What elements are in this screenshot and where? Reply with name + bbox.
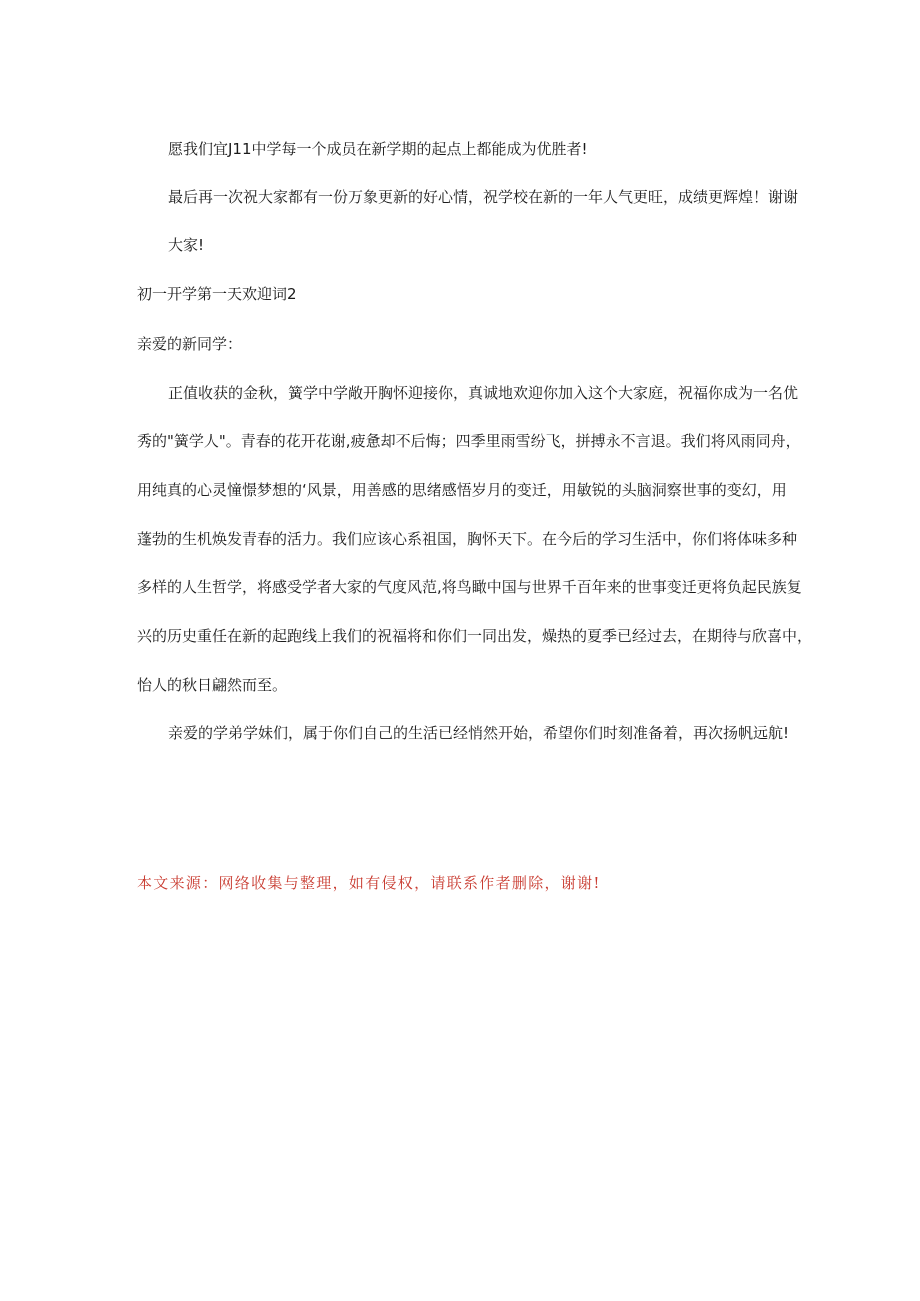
paragraph-line: 多样的人生哲学，将感受学者大家的气度风范,将鸟瞰中国与世界千百年来的世事变迁更将负起民族复 bbox=[137, 578, 802, 596]
paragraph-line: 怡人的秋日翩然而至。 bbox=[137, 676, 288, 694]
source-note: 本文来源：网络收集与整理，如有侵权，请联系作者删除，谢谢! bbox=[137, 874, 601, 892]
paragraph-line: 最后再一次祝大家都有一份万象更新的好心情，祝学校在新的一年人气更旺，成绩更辉煌！谢谢 bbox=[168, 188, 799, 206]
salutation: 亲爱的新同学： bbox=[137, 335, 243, 353]
paragraph-line: 用纯真的心灵憧憬梦想的‘风景，用善感的思绪感悟岁月的变迁，用敏锐的头脑洞察世事的变幻，用 bbox=[137, 481, 787, 499]
paragraph-line: 秀的"簧学人"。青春的花开花谢,疲惫却不后悔；四季里雨雪纷飞，拼搏永不言退。我们将风雨同舟， bbox=[137, 432, 801, 450]
paragraph-line: 亲爱的学弟学妹们，属于你们自己的生活已经悄然开始，希望你们时刻准备着，再次扬帆远航! bbox=[168, 724, 790, 742]
paragraph-line: 大家! bbox=[168, 236, 205, 254]
paragraph-line: 蓬勃的生机焕发青春的活力。我们应该心系祖国，胸怀天下。在今后的学习生活中，你们将体味多种 bbox=[137, 530, 798, 548]
paragraph-line: 正值收获的金秋，簧学中学敞开胸怀迎接你，真诚地欢迎你加入这个大家庭，祝福你成为一名优 bbox=[168, 384, 799, 402]
paragraph-line: 兴的历史重任在新的起跑线上我们的祝福将和你们一同出发，燥热的夏季已经过去，在期待与欣喜中， bbox=[137, 627, 813, 645]
paragraph-line: 愿我们宜J11中学每一个成员在新学期的起点上都能成为优胜者! bbox=[168, 140, 588, 158]
section-heading: 初一开学第一天欢迎词2 bbox=[137, 285, 297, 303]
